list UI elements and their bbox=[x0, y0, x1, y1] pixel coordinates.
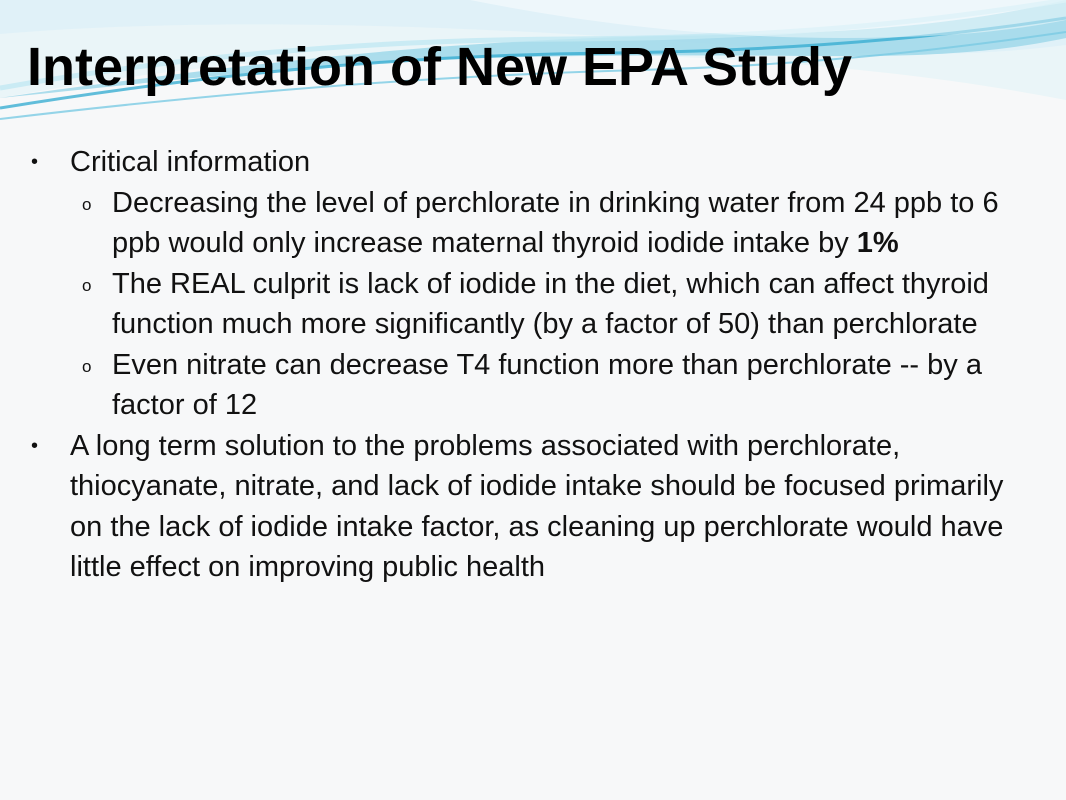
bullet-text: Critical information bbox=[70, 146, 311, 178]
page-title: Interpretation of New EPA Study bbox=[27, 37, 853, 97]
slide-content bbox=[28, 142, 1038, 588]
emphasis-text: 1% bbox=[856, 227, 899, 259]
bullet-marker: • bbox=[31, 434, 39, 457]
subitem-marker: o bbox=[82, 194, 92, 214]
subitem-decreasing-perchlorate bbox=[28, 183, 1038, 264]
bullet-long-term-solution bbox=[28, 426, 1038, 588]
subitem-text: Decreasing the level of perchlorate in drinking water from 24 ppb to 6 ppb would only increase maternal thyroid iodide intake by bbox=[112, 186, 999, 259]
subitem-text: The REAL culprit is lack of iodide in the diet, which can affect thyroid function much more significantly (by a factor of 50) than perchlorate bbox=[112, 267, 989, 340]
bullet-marker: • bbox=[31, 151, 39, 173]
bullet-critical-information bbox=[28, 142, 1038, 183]
subitem-nitrate bbox=[28, 345, 1038, 426]
subitem-text: Even nitrate can decrease T4 function more than perchlorate -- by a factor of 12 bbox=[112, 348, 982, 421]
subitem-real-culprit bbox=[28, 264, 1038, 345]
bullet-text: A long term solution to the problems associated with perchlorate, thiocyanate, nitrate, and lack of iodide intake should be focused primarily on the lack of iodide intake factor, as cleaning up perchlorate would have little effect on improving public health bbox=[70, 429, 1004, 583]
subitem-marker: o bbox=[82, 356, 92, 376]
subitem-marker: o bbox=[82, 275, 92, 295]
